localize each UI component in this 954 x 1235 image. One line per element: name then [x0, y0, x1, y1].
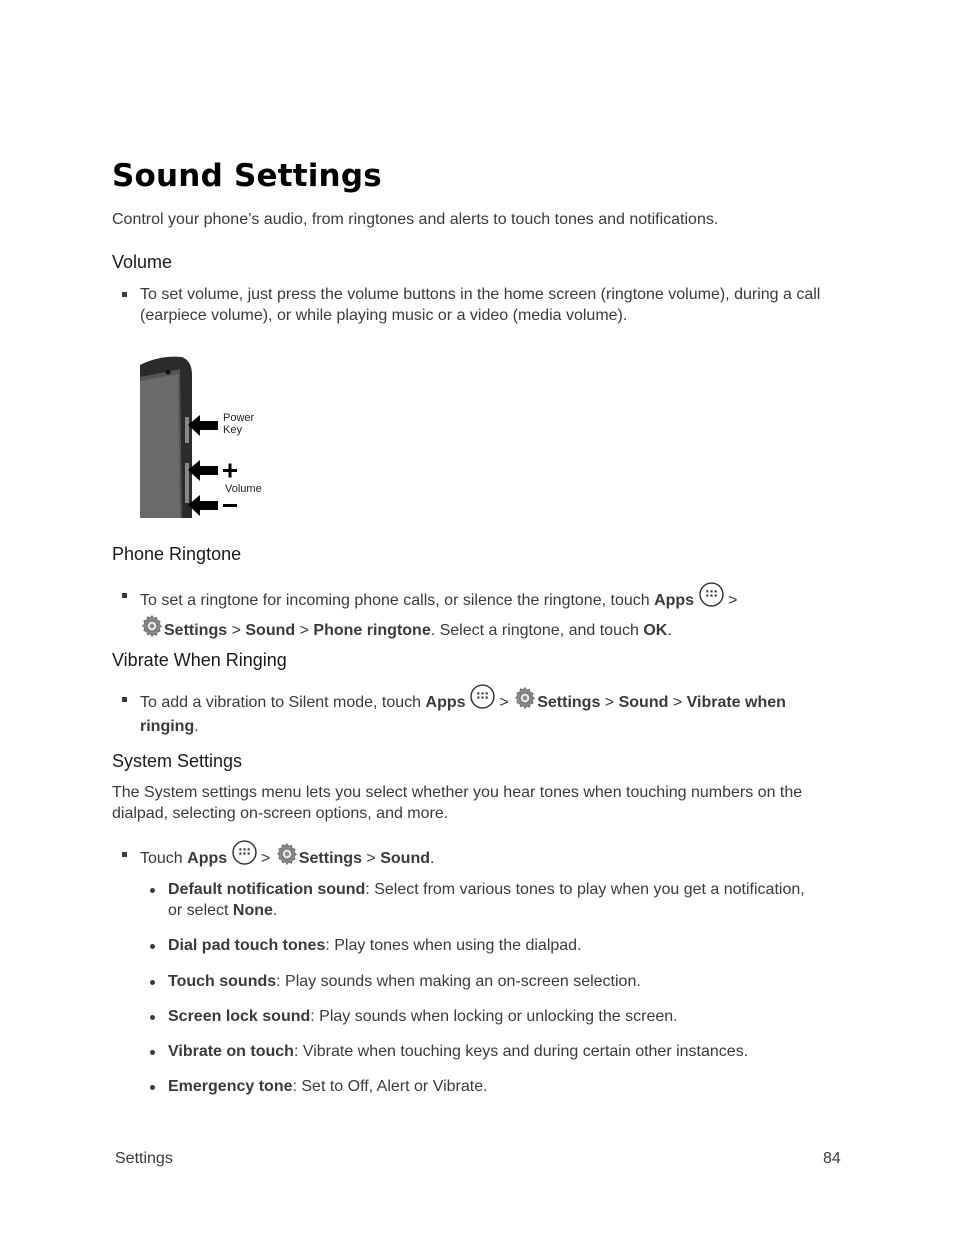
- volume-text-line1: To set volume, just press the volume buttons in the home screen (ringtone volume), during a call: [140, 286, 821, 303]
- round-bullet-icon: [150, 1050, 155, 1055]
- settings-gear-icon: [140, 614, 164, 638]
- round-bullet-icon: [150, 1015, 155, 1020]
- intro-paragraph: Control your phone’s audio, from ringtones and alerts to touch tones and notifications.: [112, 211, 719, 228]
- page-number: 84: [823, 1150, 841, 1167]
- square-bullet-icon: [122, 697, 127, 702]
- system-intro: The System settings menu lets you select whether you hear tones when touching numbers on the dialpad, selecting on-screen options, and more.: [112, 784, 803, 822]
- phone-illustration: [140, 355, 280, 520]
- round-bullet-icon: [150, 1085, 155, 1090]
- apps-grid-icon: [699, 582, 724, 607]
- minus-icon: [223, 504, 237, 507]
- round-bullet-icon: [150, 944, 155, 949]
- settings-gear-icon: [275, 842, 299, 866]
- volume-up-arrow-icon: [188, 460, 218, 481]
- apps-grid-icon: [232, 840, 257, 865]
- footer-section: Settings: [115, 1150, 173, 1167]
- settings-gear-icon: [513, 686, 537, 710]
- power-arrow-icon: [188, 415, 218, 436]
- volume-down-arrow-icon: [188, 495, 218, 516]
- square-bullet-icon: [122, 292, 127, 297]
- square-bullet-icon: [122, 593, 127, 598]
- volume-heading: Volume: [112, 252, 173, 272]
- round-bullet-icon: [150, 888, 155, 893]
- ringtone-heading: Phone Ringtone: [112, 544, 242, 564]
- square-bullet-icon: [122, 852, 127, 857]
- volume-text-line2: (earpiece volume), or while playing music or a video (media volume).: [140, 307, 628, 324]
- system-heading: System Settings: [112, 751, 243, 771]
- vibrate-heading: Vibrate When Ringing: [112, 650, 287, 670]
- page-title: Sound Settings: [112, 158, 382, 194]
- apps-grid-icon: [470, 684, 495, 709]
- phone-side-figure: [140, 355, 280, 520]
- round-bullet-icon: [150, 980, 155, 985]
- power-key-label: Power Key: [223, 412, 255, 436]
- volume-label: Volume: [225, 483, 262, 495]
